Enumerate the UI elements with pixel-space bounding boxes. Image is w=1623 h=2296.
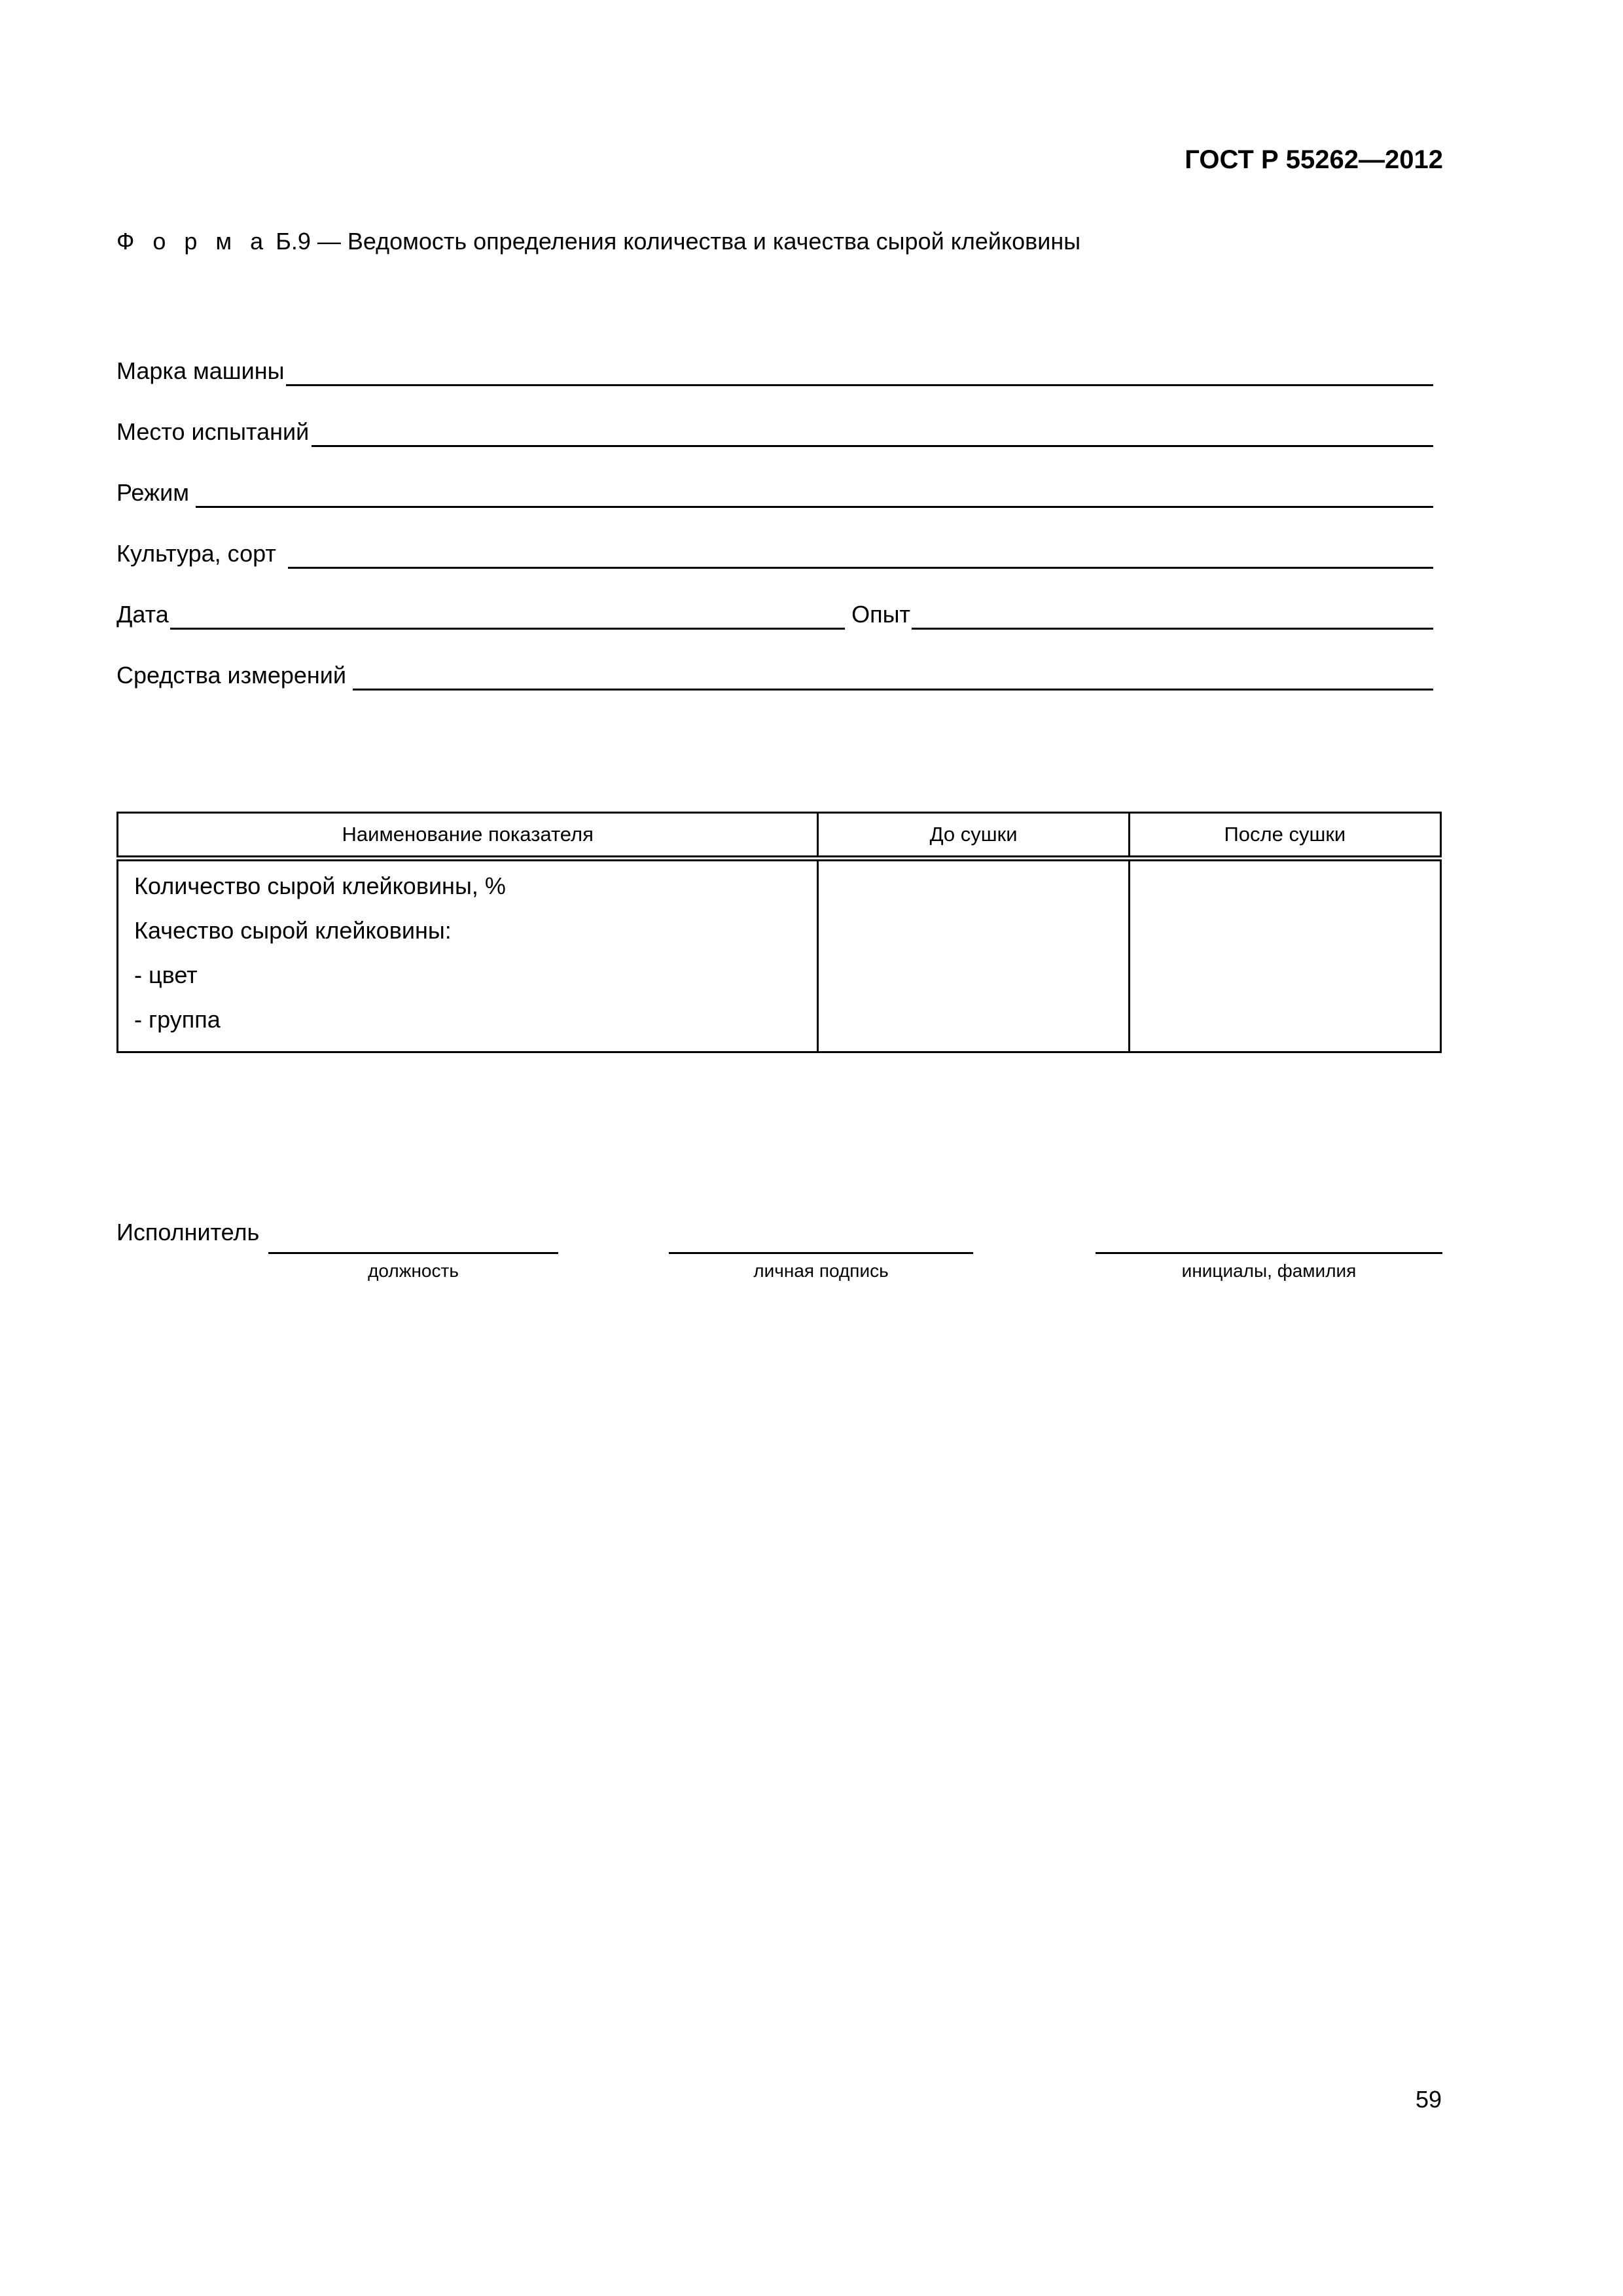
field-machine-label: Марка машины xyxy=(116,357,285,384)
field-instruments-label: Средства измерений xyxy=(116,662,347,689)
row-group: - группа xyxy=(134,1006,221,1033)
name-line[interactable] xyxy=(1096,1252,1442,1254)
signature-line[interactable] xyxy=(669,1252,973,1254)
indicator-cell xyxy=(118,859,818,1052)
table-header-row xyxy=(118,813,1441,859)
field-date-line[interactable] xyxy=(170,599,845,630)
field-instruments-line[interactable] xyxy=(353,660,1433,691)
field-mode-label: Режим xyxy=(116,479,189,506)
column-header-indicator: Наименование показателя xyxy=(118,813,818,859)
form-title-text: Б.9 — Ведомость определения количества и качества сырой клейковины xyxy=(276,228,1081,255)
field-crop-label: Культура, сорт xyxy=(116,540,276,567)
field-date-label: Дата xyxy=(116,601,169,628)
row-gluten-quality: Качество сырой клейковины: xyxy=(134,917,452,944)
column-header-before-drying: До сушки xyxy=(818,813,1129,859)
position-line[interactable] xyxy=(268,1252,558,1254)
field-place-line[interactable] xyxy=(312,416,1433,447)
field-instruments xyxy=(116,651,1433,691)
field-machine-line[interactable] xyxy=(286,355,1433,386)
position-caption: должность xyxy=(368,1261,459,1281)
row-color: - цвет xyxy=(134,961,198,988)
field-mode xyxy=(116,469,1433,508)
measurement-table xyxy=(116,812,1442,1053)
field-crop xyxy=(116,529,1433,569)
page-number: 59 xyxy=(1415,2086,1442,2113)
field-experiment-label: Опыт xyxy=(851,601,910,628)
signature-caption: личная подпись xyxy=(753,1261,889,1281)
form-title xyxy=(116,228,1080,255)
performer-label: Исполнитель xyxy=(116,1219,260,1246)
before-drying-cell[interactable] xyxy=(818,859,1129,1052)
field-machine xyxy=(116,347,1433,386)
column-header-after-drying: После сушки xyxy=(1129,813,1440,859)
field-place xyxy=(116,408,1433,447)
table-row xyxy=(118,859,1441,1052)
field-experiment-line[interactable] xyxy=(912,599,1433,630)
form-title-prefix: Ф о р м а xyxy=(116,228,270,255)
row-gluten-quantity: Количество сырой клейковины, % xyxy=(134,872,506,899)
field-mode-line[interactable] xyxy=(196,477,1433,508)
field-crop-line[interactable] xyxy=(288,538,1433,569)
field-place-label: Место испытаний xyxy=(116,418,310,445)
after-drying-cell[interactable] xyxy=(1129,859,1440,1052)
standard-number: ГОСТ Р 55262—2012 xyxy=(1185,145,1443,174)
name-caption: инициалы, фамилия xyxy=(1181,1261,1357,1281)
field-date-experiment xyxy=(116,590,1433,630)
